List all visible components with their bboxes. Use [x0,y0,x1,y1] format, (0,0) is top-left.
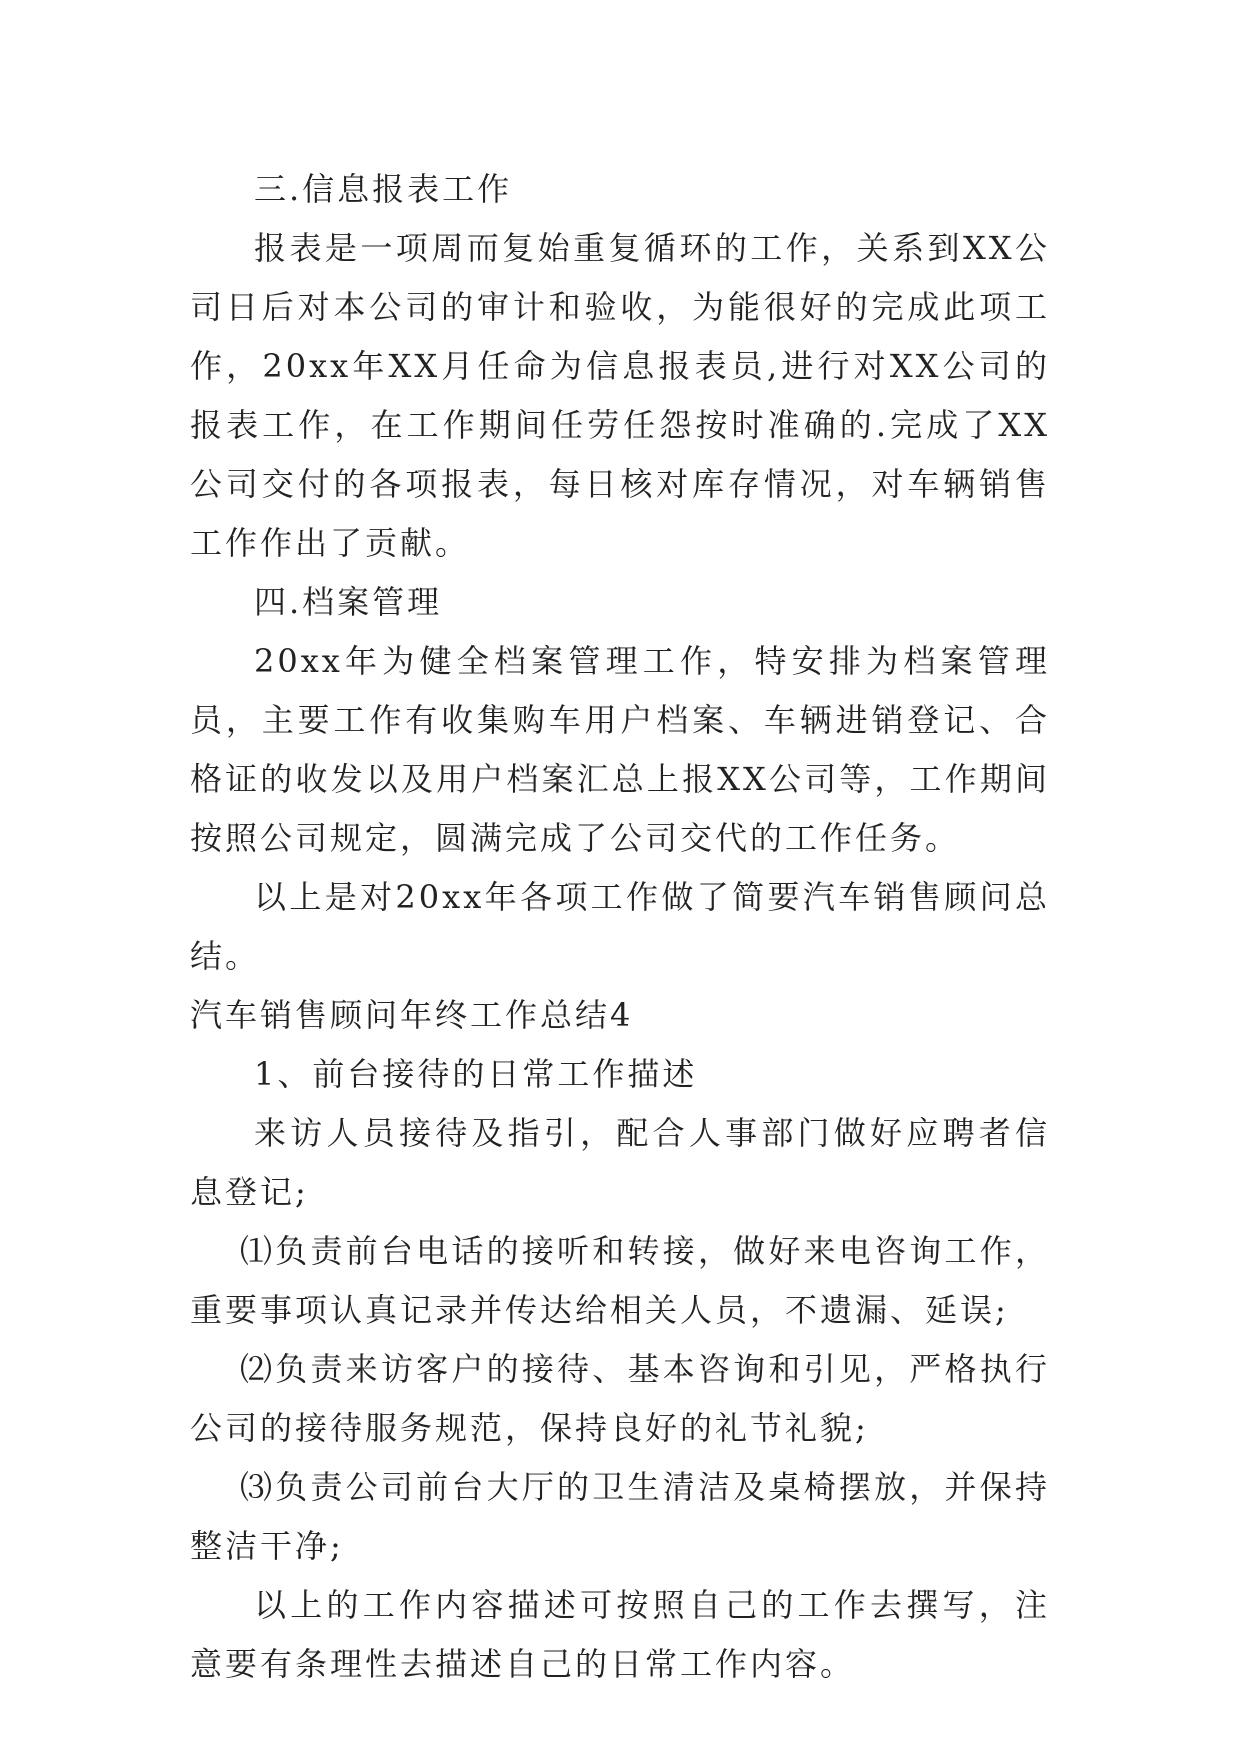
paragraph-summary: 以上是对20xx年各项工作做了简要汽车销售顾问总结。 [190,878,1050,975]
section-heading-archive: 四.档案管理 [254,583,443,621]
list-item-cleaning: ⑶负责公司前台大厅的卫生清洁及桌椅摆放，并保持整洁干净; [190,1468,1050,1565]
list-item-phone: ⑴负责前台电话的接听和转接，做好来电咨询工作，重要事项认真记录并传达给相关人员，不遗漏、延误; [190,1232,1050,1329]
paragraph-info-report: 报表是一项周而复始重复循环的工作，关系到XX公司日后对本公司的审计和验收，为能很好的完成此项工作，20xx年XX月任命为信息报表员,进行对XX公司的报表工作，在工作期间任劳任怨按时准确的.完成了XX公司交付的各项报表，每日核对库存情况，对车辆销售工作作出了贡献。 [190,229,1050,562]
paragraph-archive: 20xx年为健全档案管理工作，特安排为档案管理员，主要工作有收集购车用户档案、车辆进销登记、合格证的收发以及用户档案汇总上报XX公司等，工作期间按照公司规定，圆满完成了公司交代的工作任务。 [190,642,1050,857]
section-heading-info-report: 三.信息报表工作 [254,170,513,208]
document-body [190,160,1050,1694]
section-heading-reception: 1、前台接待的日常工作描述 [254,1055,698,1093]
paragraph-visitor-reception: 来访人员接待及指引，配合人事部门做好应聘者信息登记; [190,1114,1050,1211]
paragraph-closing: 以上的工作内容描述可按照自己的工作去撰写，注意要有条理性去描述自己的日常工作内容。 [190,1586,1050,1683]
document-subtitle: 汽车销售顾问年终工作总结4 [190,996,634,1034]
list-item-client: ⑵负责来访客户的接待、基本咨询和引见，严格执行公司的接待服务规范，保持良好的礼节礼貌; [190,1350,1050,1447]
